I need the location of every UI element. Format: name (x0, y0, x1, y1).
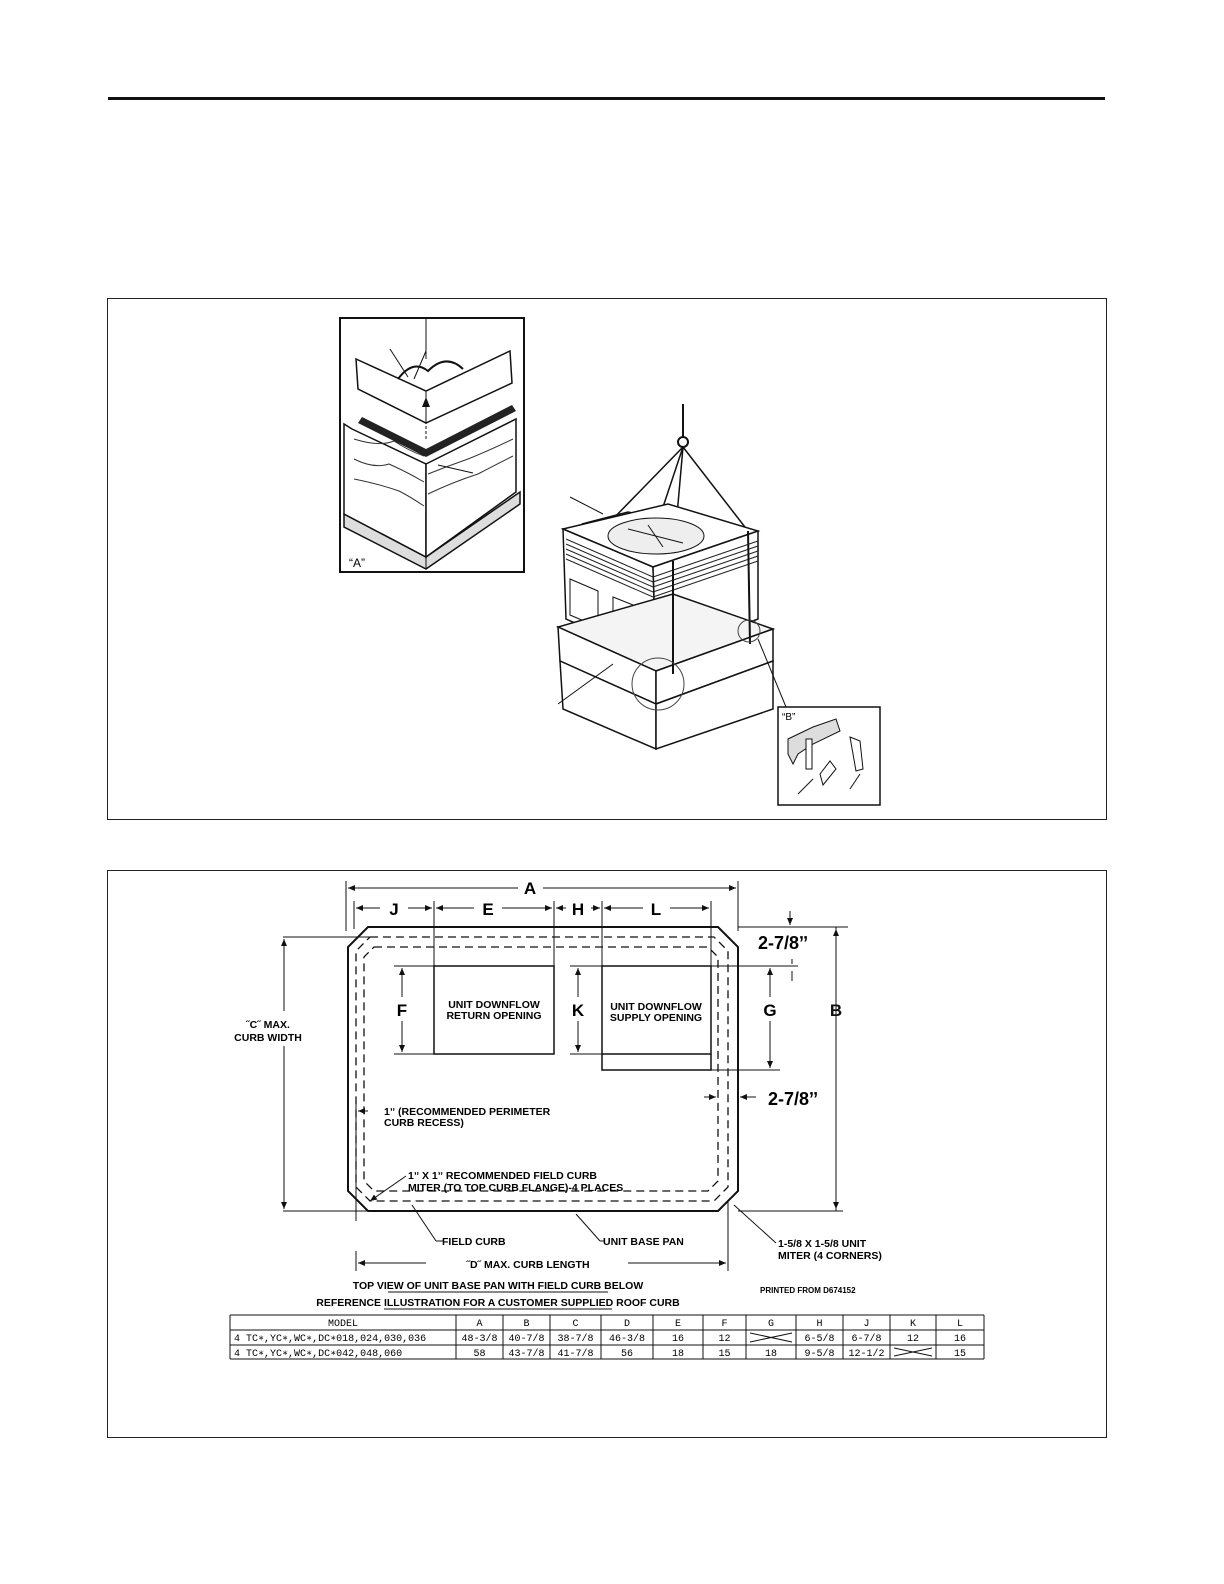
table-cell: 40-7/8 (508, 1334, 545, 1345)
table-header-model: MODEL (327, 1319, 359, 1330)
table-cell: 16 (953, 1334, 967, 1345)
table-header-c: C (572, 1319, 579, 1330)
dim-j: J (389, 900, 399, 919)
model-dimension-table (230, 1315, 984, 1360)
lifting-figure (107, 298, 1107, 820)
printed-from: PRINTED FROM D674152 (760, 1286, 856, 1295)
dim-l: L (650, 900, 662, 919)
table-header-a: A (476, 1319, 483, 1330)
curb-top-view (108, 871, 1106, 1437)
table-cell: 12 (718, 1334, 731, 1345)
dim-side-offset: 2-7/8ˮ (768, 1089, 819, 1109)
dim-f: F (396, 1001, 408, 1020)
curb-dimension-figure (107, 870, 1107, 1438)
table-cell: 6-5/8 (804, 1334, 835, 1345)
packaged-unit (558, 504, 786, 749)
caption-line1: TOP VIEW OF UNIT BASE PAN WITH FIELD CURB BELOW (352, 1280, 644, 1292)
table-cell: 12-1/2 (848, 1349, 885, 1360)
table-cell: 56 (620, 1349, 634, 1360)
caption-line2: REFERENCE ILLUSTRATION FOR A CUSTOMER SUPPLIED ROOF CURB (316, 1297, 680, 1309)
supply-opening-line2: SUPPLY OPENING (609, 1012, 703, 1024)
miter-note-line2: MITER (TO TOP CURB FLANGE)-4 PLACES (408, 1182, 624, 1194)
table-cell: 15 (718, 1349, 731, 1360)
detail-b-label: “B” (782, 712, 796, 723)
miter-note-line1: 1ˮ X 1ˮ RECOMMENDED FIELD CURB (408, 1170, 598, 1182)
table-cell: 18 (671, 1349, 685, 1360)
dim-h: H (571, 900, 585, 919)
table-cell-model: 4 TC∗,YC∗,WC∗,DC∗018,024,030,036 (234, 1334, 427, 1345)
dim-e: E (482, 900, 494, 919)
supply-opening-line1: UNIT DOWNFLOW (610, 1001, 702, 1013)
table-cell: 46-3/8 (608, 1334, 646, 1345)
unit-miter-line2: MITER (4 CORNERS) (778, 1250, 882, 1262)
table-header-b: B (523, 1319, 530, 1330)
top-rule (108, 97, 1105, 100)
table-cell: 12 (906, 1334, 920, 1345)
table-header-d: D (623, 1319, 631, 1330)
dim-top-offset: 2-7/8ˮ (758, 933, 809, 953)
detail-b-inset (778, 707, 880, 805)
table-header-j: J (863, 1319, 870, 1330)
dim-a: A (523, 879, 537, 898)
table-cell: 43-7/8 (508, 1349, 545, 1360)
c-width-line1: ˝C˝ MAX. (246, 1019, 290, 1031)
table-cell: 15 (953, 1349, 967, 1360)
table-header-g: G (767, 1319, 775, 1330)
dim-g: G (763, 1001, 777, 1020)
recess-note-line2: CURB RECESS) (384, 1117, 464, 1129)
unit-miter-line1: 1-5/8 X 1-5/8 UNIT (778, 1238, 867, 1250)
recess-note-line1: 1ˮ (RECOMMENDED PERIMETER (384, 1106, 551, 1118)
return-opening-line2: RETURN OPENING (446, 1010, 542, 1022)
detail-a-inset (340, 318, 524, 572)
table-cell: 16 (671, 1334, 685, 1345)
table-header-h: H (816, 1319, 823, 1330)
table-cell: 48-3/8 (461, 1334, 498, 1345)
return-opening-line1: UNIT DOWNFLOW (448, 999, 540, 1011)
table-header-k: K (909, 1319, 917, 1330)
dim-k: K (571, 1001, 585, 1020)
table-header-l: L (956, 1319, 964, 1330)
table-cell-model: 4 TC∗,YC∗,WC∗,DC∗042,048,060 (234, 1349, 403, 1360)
detail-a-label: “A” (349, 556, 365, 570)
table-cell: 9-5/8 (804, 1349, 835, 1360)
lifting-illustration (108, 299, 1106, 819)
table-cell: 18 (764, 1349, 778, 1360)
table-cell: 41-7/8 (557, 1349, 594, 1360)
unit-base-pan-callout: UNIT BASE PAN (603, 1236, 684, 1248)
field-curb-callout: FIELD CURB (442, 1236, 506, 1248)
dim-b: B (829, 1001, 843, 1020)
c-width-line2: CURB WIDTH (234, 1032, 302, 1044)
d-length: ˝D˝ MAX. CURB LENGTH (466, 1259, 590, 1271)
table-header-e: E (674, 1319, 682, 1330)
table-cell: 58 (473, 1349, 486, 1360)
table-cell: 38-7/8 (557, 1334, 594, 1345)
table-header-f: F (721, 1319, 728, 1330)
table-cell: 6-7/8 (851, 1334, 882, 1345)
